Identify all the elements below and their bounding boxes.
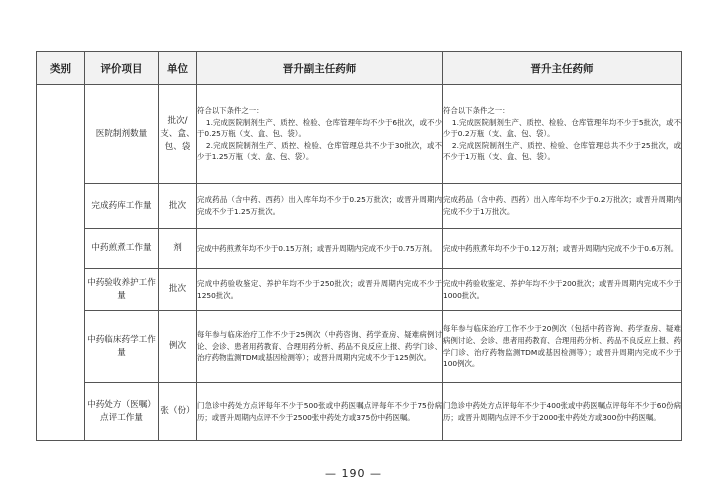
table-header-row [37, 52, 682, 85]
header-category: 类别 [37, 52, 85, 85]
deputy-requirement: 完成药品（含中药、西药）出入库年均不少于0.25万批次；或晋升周期内完成不少于1.25万批次。 [197, 184, 443, 229]
requirement-condition: 2.完成医院制剂生产、质控、检验、仓库管理总共不少于30批次，或不少于1.25万瓶（支、盒、包、袋）。 [197, 140, 442, 162]
row-unit: 剂 [159, 229, 197, 269]
row-item-label: 中药临床药学工作量 [85, 311, 159, 383]
header-chief-pharmacist: 晋升主任药师 [443, 52, 682, 85]
row-unit: 批次 [159, 269, 197, 311]
deputy-requirement: 门急诊中药处方点评每年不少于500张或中药医嘱点评每年不少于75份病历；或晋升周期内点评不少于2500张中药处方或375份中药医嘱。 [197, 383, 443, 441]
table-row [37, 311, 682, 383]
evaluation-table [36, 51, 682, 441]
table-row [37, 85, 682, 184]
row-unit: 批次 [159, 184, 197, 229]
requirement-intro: 符合以下条件之一： [443, 106, 510, 116]
page-number: — 190 — [325, 467, 382, 480]
requirement-condition: 2.完成医院制剂生产、质控、检验、仓库管理总共不少于25批次，或不少于1万瓶（支、盒、包、袋）。 [443, 140, 681, 162]
deputy-requirement: 每年参与临床治疗工作不少于25例次（中药咨询、药学查房、疑难病例讨论、会诊、患者用药教育、合理用药分析、药品不良反应上报、药学门诊、治疗药物监测TDM或基因检测等）；或晋升周期内完成不少于125例次。 [197, 311, 443, 383]
header-unit: 单位 [159, 52, 197, 85]
table-row [37, 269, 682, 311]
row-item-label: 中药煎煮工作量 [85, 229, 159, 269]
deputy-requirement: 完成中药验收鉴定、养护年均不少于250批次；或晋升周期内完成不少于1250批次。 [197, 269, 443, 311]
deputy-requirement: 完成中药煎煮年均不少于0.15万剂；或晋升周期内完成不少于0.75万剂。 [197, 229, 443, 269]
chief-requirement: 完成中药验收鉴定、养护年均不少于200批次；或晋升周期内完成不少于1000批次。 [443, 269, 682, 311]
requirement-condition: 1.完成医院制剂生产、质控、检验、仓库管理年均不少于5批次，或不少于0.2万瓶（支、盒、包、袋）。 [443, 117, 681, 139]
row-unit: 张（份） [159, 383, 197, 441]
row-unit: 例次 [159, 311, 197, 383]
row-item-label: 中药处方（医嘱）点评工作量 [85, 383, 159, 441]
category-cell [37, 85, 85, 441]
chief-requirement: 门急诊中药处方点评每年不少于400张或中药医嘱点评每年不少于60份病历；或晋升周期内点评不少于2000张中药处方或300份中药医嘱。 [443, 383, 682, 441]
chief-requirement: 完成中药煎煮年均不少于0.12万剂；或晋升周期内完成不少于0.6万剂。 [443, 229, 682, 269]
chief-requirement: 完成药品（含中药、西药）出入库年均不少于0.2万批次；或晋升周期内完成不少于1万批次。 [443, 184, 682, 229]
table-row [37, 184, 682, 229]
row-item-label: 完成药库工作量 [85, 184, 159, 229]
header-deputy-chief-pharmacist: 晋升副主任药师 [197, 52, 443, 85]
requirement-intro: 符合以下条件之一： [197, 106, 264, 116]
chief-requirement [443, 85, 682, 184]
deputy-requirement [197, 85, 443, 184]
header-evaluation-item: 评价项目 [85, 52, 159, 85]
row-unit: 批次/支、盒、包、袋 [159, 85, 197, 184]
table-row [37, 383, 682, 441]
requirement-condition: 1.完成医院制剂生产、质控、检验、仓库管理年均不少于6批次，或不少于0.25万瓶（支、盒、包、袋）。 [197, 117, 442, 139]
row-item-label: 中药验收养护工作量 [85, 269, 159, 311]
row-item-label: 医院制剂数量 [85, 85, 159, 184]
chief-requirement: 每年参与临床治疗工作不少于20例次（包括中药咨询、药学查房、疑难病例讨论、会诊、患者用药教育、合理用药分析、药品不良反应上报、药学门诊、治疗药物监测TDM或基因检测等）；或晋升周期内完成不少于100例次。 [443, 311, 682, 383]
table-row [37, 229, 682, 269]
